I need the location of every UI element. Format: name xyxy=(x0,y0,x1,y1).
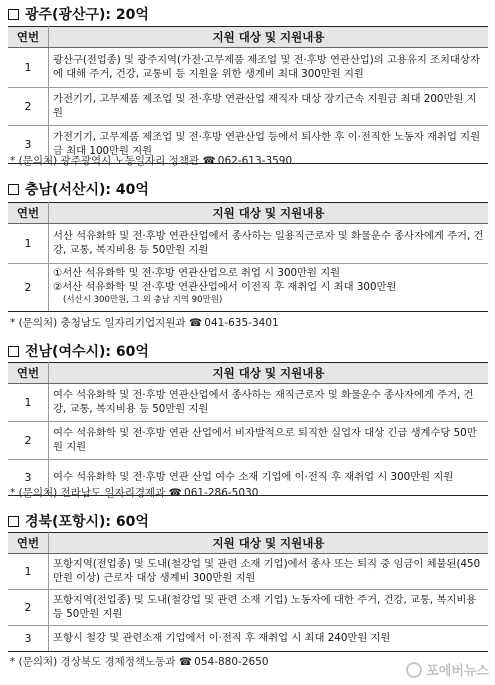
contact-phone: 054-880-2650 xyxy=(194,656,269,668)
row-number: 1 xyxy=(8,224,49,264)
telephone-icon: ☎ xyxy=(168,487,182,499)
row-number: 1 xyxy=(8,48,49,88)
contact-note-chungnam xyxy=(10,315,279,330)
header-no: 연번 xyxy=(8,27,49,48)
row-number: 2 xyxy=(8,590,49,626)
section-heading-gyeongbuk xyxy=(8,511,149,531)
table-row xyxy=(8,626,488,652)
table-header-row xyxy=(8,363,488,384)
row-line: ①서산 석유화학 및 전·후방 연관산업으로 취업 시 300만원 지원 xyxy=(53,267,341,280)
row-line: ②서산 석유화학 및 전·후방 연관산업에서 이전직 후 재취업 시 최대 300만원 xyxy=(53,280,397,293)
row-number: 2 xyxy=(8,264,49,312)
contact-note-jeonnam xyxy=(10,485,258,500)
watermark xyxy=(406,660,489,679)
table-row xyxy=(8,590,488,626)
row-content: 포항지역(전업종) 및 도내(철강업 및 관련 소재 기업)에서 종사 또는 퇴직 중 임금이 체불된(450만원 이상) 근로자 대상 생계비 300만원 지원 xyxy=(49,554,489,590)
row-content: 여수 석유화학 및 전·후방 연관 산업 여수 소재 기업에 이·전직 후 재취업 시 300만원 지원 xyxy=(49,460,489,496)
header-content: 지원 대상 및 지원내용 xyxy=(49,27,489,48)
section-title: 전남(여수시): 60억 xyxy=(25,344,149,360)
checkbox-square-icon xyxy=(8,346,19,357)
contact-label: * (문의처) 전라남도 일자리경제과 xyxy=(10,487,166,499)
contact-phone: 062-613-3590 xyxy=(217,155,293,167)
row-content: 포항지역(전업종) 및 도내(철강업 및 관련 소재 기업) 노동자에 대한 주거, 건강, 교통, 복지비용 등 50만원 지원 xyxy=(49,590,489,626)
table-row xyxy=(8,554,488,590)
telephone-icon: ☎ xyxy=(188,317,203,329)
row-content: 여수 석유화학 및 전·후방 연관 산업에서 비자발적으로 퇴직한 실업자 대상 긴급 생계수당 50만원 지원 xyxy=(49,422,489,460)
watermark-text: 포에버뉴스 xyxy=(426,664,489,679)
table-header-row xyxy=(8,203,488,224)
table-header-row xyxy=(8,533,488,554)
row-content: 가전기기, 고무제품 제조업 및 전·후방 연관산업 재직자 대상 장기근속 지원금 최대 200만원 지원 xyxy=(49,88,489,126)
row-number: 1 xyxy=(8,554,49,590)
section-heading-chungnam xyxy=(8,179,149,199)
header-no: 연번 xyxy=(8,363,49,384)
table-row xyxy=(8,422,488,460)
table-row xyxy=(8,384,488,422)
header-no: 연번 xyxy=(8,533,49,554)
contact-note-gwangju xyxy=(10,153,292,168)
row-content: 서산 석유화학 및 전·후방 연관산업에서 종사하는 일용직근로자 및 화물운수 종사자에게 주거, 건강, 교통, 복지비용 등 50만원 지원 xyxy=(49,224,489,264)
telephone-icon: ☎ xyxy=(202,155,216,167)
table-row xyxy=(8,264,488,312)
row-number: 3 xyxy=(8,126,49,164)
support-table-gyeongbuk xyxy=(8,532,488,652)
table-row xyxy=(8,48,488,88)
contact-note-gyeongbuk xyxy=(10,654,269,669)
header-content: 지원 대상 및 지원내용 xyxy=(49,203,489,224)
header-no: 연번 xyxy=(8,203,49,224)
row-content xyxy=(49,264,489,312)
header-content: 지원 대상 및 지원내용 xyxy=(49,363,489,384)
checkbox-square-icon xyxy=(8,9,19,20)
checkbox-square-icon xyxy=(8,516,19,527)
row-number: 3 xyxy=(8,460,49,496)
row-subnote: (서산시 300만원, 그 외 충남 지역 90만원) xyxy=(63,295,223,306)
row-content: 광산구(전업종) 및 광주지역(가전·고무제품 제조업 및 전·후방 연관산업)의 고용유지 조치대상자에 대해 주거, 건강, 교통비 등 지원을 위한 생계비 최대 300만원 지원 xyxy=(49,48,489,88)
section-title: 광주(광산구): 20억 xyxy=(25,7,149,23)
section-heading-jeonnam xyxy=(8,341,149,361)
contact-label: * (문의처) 경상북도 경제정책노동과 xyxy=(10,656,176,668)
header-content: 지원 대상 및 지원내용 xyxy=(49,533,489,554)
row-content: 여수 석유화학 및 전·후방 연관산업에서 종사하는 재직근로자 및 화물운수 종사자에게 주거, 건강, 교통, 복지비용 등 50만원 지원 xyxy=(49,384,489,422)
support-table-jeonnam xyxy=(8,362,488,496)
contact-label: * (문의처) 광주광역시 노동일자리 정책관 xyxy=(10,155,200,167)
table-header-row xyxy=(8,27,488,48)
row-content: 가전기기, 고무제품 제조업 및 전·후방 연관산업 등에서 퇴사한 후 이·전직한 노동자 재취업 지원금 최대 100만원 지원 xyxy=(49,126,489,164)
table-row xyxy=(8,224,488,264)
checkbox-square-icon xyxy=(8,184,19,195)
table-row xyxy=(8,88,488,126)
row-number: 2 xyxy=(8,88,49,126)
support-table-chungnam xyxy=(8,202,488,312)
section-title: 충남(서산시): 40억 xyxy=(25,182,149,198)
row-number: 2 xyxy=(8,422,49,460)
contact-phone: 061-286-5030 xyxy=(184,487,259,499)
row-number: 1 xyxy=(8,384,49,422)
telephone-icon: ☎ xyxy=(178,656,192,668)
section-heading-gwangju xyxy=(8,4,149,24)
row-content: 포항시 철강 및 관련소재 기업에서 이·전직 후 재취업 시 최대 240만원 지원 xyxy=(49,626,489,652)
row-number: 3 xyxy=(8,626,49,652)
section-title: 경북(포항시): 60억 xyxy=(25,514,149,530)
support-table-gwangju xyxy=(8,26,488,164)
contact-phone: 041-635-3401 xyxy=(204,317,279,329)
watermark-logo-icon xyxy=(406,662,422,678)
contact-label: * (문의처) 충청남도 일자리기업지원과 xyxy=(10,317,186,329)
